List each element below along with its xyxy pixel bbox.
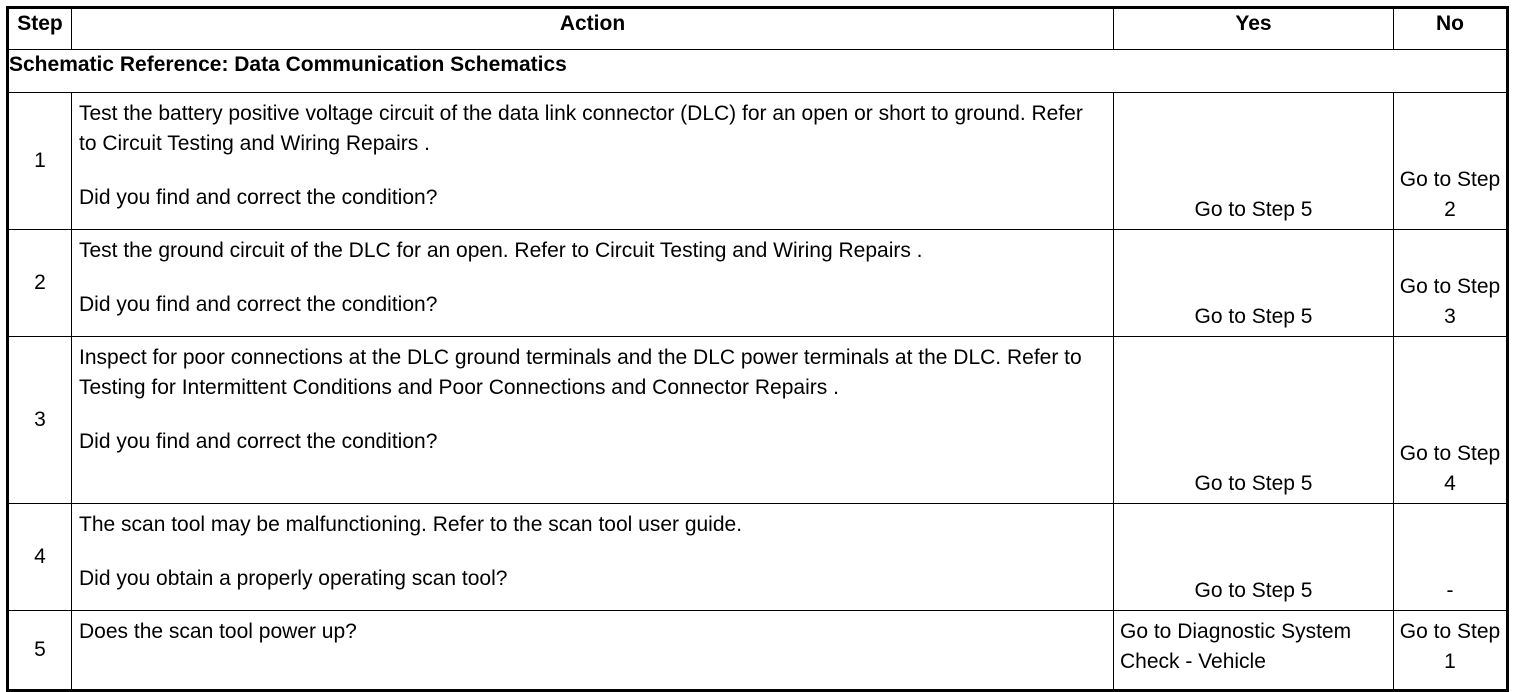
no-cell: - [1394,504,1508,611]
no-cell: Go to Step 2 [1394,93,1508,230]
header-step: Step [8,8,72,50]
schematic-reference: Schematic Reference: Data Communication Schematics [8,50,1508,93]
yes-cell: Go to Diagnostic System Check - Vehicle [1114,611,1394,691]
action-text: Test the battery positive voltage circuit of the data link connector (DLC) for an open or short to ground. Refer to Circuit Testing and Wiring Repairs . [79,102,1083,155]
step-number: 5 [8,611,72,691]
action-question: Did you find and correct the condition? [79,430,438,453]
step-number: 2 [8,230,72,337]
action-question: Did you find and correct the condition? [79,293,438,316]
table-row [8,337,1508,504]
no-cell: Go to Step 4 [1394,337,1508,504]
action-question: Did you find and correct the condition? [79,186,438,209]
yes-cell: Go to Step 5 [1114,230,1394,337]
yes-cell: Go to Step 5 [1114,337,1394,504]
action-cell [72,611,1114,691]
action-text: The scan tool may be malfunctioning. Refer to the scan tool user guide. [79,513,743,536]
header-yes: Yes [1114,8,1394,50]
yes-cell: Go to Step 5 [1114,504,1394,611]
header-action: Action [72,8,1114,50]
yes-cell: Go to Step 5 [1114,93,1394,230]
action-text: Test the ground circuit of the DLC for an open. Refer to Circuit Testing and Wiring Repairs . [79,239,923,262]
diagnostic-table [6,6,1509,692]
step-number: 1 [8,93,72,230]
action-cell [72,93,1114,230]
action-cell [72,504,1114,611]
table-header-row [8,8,1508,50]
action-text: Inspect for poor connections at the DLC ground terminals and the DLC power terminals at the DLC. Refer to Testing for Intermittent Conditions and Poor Connections and Connector Repairs . [79,346,1082,399]
action-cell [72,337,1114,504]
action-cell [72,230,1114,337]
no-cell: Go to Step 3 [1394,230,1508,337]
no-cell: Go to Step 1 [1394,611,1508,691]
step-number: 3 [8,337,72,504]
table-row [8,230,1508,337]
header-no: No [1394,8,1508,50]
table-row [8,504,1508,611]
action-question: Did you obtain a properly operating scan tool? [79,567,508,590]
schematic-reference-row [8,50,1508,93]
table-row [8,611,1508,691]
action-text: Does the scan tool power up? [79,620,357,643]
table-row [8,93,1508,230]
step-number: 4 [8,504,72,611]
